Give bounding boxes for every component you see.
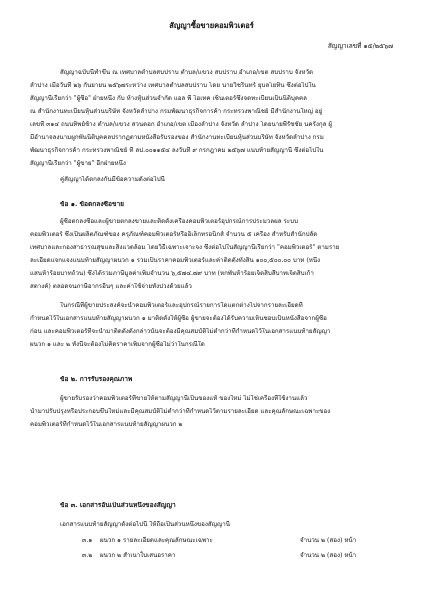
- attachment-label: ผนวก ๑ รายละเอียดและคุณลักษณะเฉพาะ: [100, 537, 213, 544]
- section1-line: คอมพิวเตอร์ ซึ่งเป็นผลิตภัณฑ์ของ ครุภัณฑ์คอมพิวเตอร์หรืออิเล็กทรอนิกส์ จำนวน ๕ เครื่อง สำหรับสำนักปลัด: [30, 231, 318, 238]
- section1-line: เทศบาลและกองสาธารณสุขและสิ่งแวดล้อม โดยวิธีเฉพาะเจาะจง ซึ่งต่อไปในสัญญานี้เรียกว่า "คอมพิวเตอร์" ตามราย: [30, 244, 340, 251]
- section3-intro: เอกสารแนบท้ายสัญญาดังต่อไปนี้ ให้ถือเป็นส่วนหนึ่งของสัญญานี้: [60, 521, 230, 528]
- preamble-line: สัญญาฉบับนี้ทำขึ้น ณ เทศบาลตำบลสบปราบ ตำบล/แขวง สบปราบ อำเภอ/เขต สบปราบ จังหวัด: [60, 69, 313, 76]
- preamble-line: มีอำนาจลงนามผูกพันนิติบุคคลปรากฏตามหนังสือรับรองของ สำนักงานทะเบียนหุ้นส่วนบริษัท จังหวัดลำปาง กรม: [30, 134, 324, 141]
- section1-line: สตางค์) ตลอดจนภาษีอากรอื่นๆ และค่าใช้จ่ายทั้งปวงด้วยแล้ว: [30, 283, 192, 290]
- section2-line: นำมาปรับปรุงหรือประกอบขึ้นใหม่และมีคุณสมบัติไม่ต่ำกว่าที่กำหนดไว้ตามรายละเอียด และคุณลักษณะเฉพาะของ: [30, 408, 331, 415]
- preamble-line: ลำปาง เมื่อวันที่ ๒๖ กันยายน ๒๕๖๗ระหว่าง เทศบาลตำบลสบปราบ โดย นายวิชรินทร์ ยุบลโยทิน ซึ่งต่อไปใน: [30, 82, 316, 89]
- section2-line: ผู้ขายรับรองว่าคอมพิวเตอร์ที่ขายให้ตามสัญญานี้เป็นของแท้ ของใหม่ ไม่ใช่เครื่องที่ใช้งานแล้ว: [60, 395, 308, 402]
- section1-line: ละเอียดแจกแจงแนบท้ายสัญญาผนวก ๑ รวมเป็นราคาคอมพิวเตอร์และค่าติดตั้งทั้งสิ้น ๑๐๐,๕๐๐.๐๐ บาท (หนึ่ง: [30, 257, 321, 264]
- section1-line: กำหนดไว้ในเอกสารแนบท้ายสัญญาผนวก ๑ มาติดตั้งให้ผู้ซื้อ ผู้ขายจะต้องได้รับความเห็นชอบเป็นหนังสือจากผู้ซื้อ: [30, 315, 327, 322]
- section-heading: ข้อ ๒. การรับรองคุณภาพ: [60, 376, 133, 383]
- preamble-line: เลขที่ ๓๑๔ ถนนทิพย์ช้าง ตำบล/แขวง สวนดอก อำเภอ/เขต เมืองลำปาง จังหวัด ลำปาง โดยนายพีรัชชัย นครังกุล ผู้: [30, 121, 333, 128]
- preamble-line: พัฒนาธุรกิจการค้า กระทรวงพาณิชย์ ที่ ลป.๐๐๑๑๕๔ ลงวันที่ ๙ กรกฎาคม ๒๕๖๗ แนบท้ายสัญญานี้ ซึ่งต่อไปใน: [30, 147, 324, 154]
- section1-line: แสนห้าร้อยบาทถ้วน) ซึ่งได้รวมภาษีมูลค่าเพิ่มจำนวน ๖,๕๗๔.๗๙ บาท (หกพันห้าร้อยเจ็ดสิบสี่บาทเจ็ดสิบเก้า: [30, 270, 314, 277]
- preamble-line: สัญญานี้เรียกว่า "ผู้ซื้อ" ฝ่ายหนึ่ง กับ ห้างหุ้นส่วนจำกัด แอล พี ไฮเทค เซ็นเตอร์ซึ่งจดทะเบียนเป็นนิติบุคคล: [30, 95, 307, 102]
- attachment-number: ๓.๑: [82, 537, 93, 544]
- attachment-number: ๓.๒: [82, 552, 93, 559]
- preamble-line: สัญญานี้เรียกว่า "ผู้ขาย" อีกฝ่ายหนึ่ง: [30, 160, 126, 167]
- section-heading: ข้อ ๓. เอกสารอันเป็นส่วนหนึ่งของสัญญา: [60, 502, 176, 509]
- contract-number: สัญญาเลขที่ ๑๕/๒๕๖๗: [327, 42, 393, 50]
- section1-line: ผนวก ๑ และ ๒ ทั้งนี้จะต้องไม่คิดราคาเพิ่มจากผู้ซื้อไม่ว่าในกรณีใด: [30, 341, 205, 348]
- attachment-page-count: จำนวน ๒ (สอง) หน้า: [300, 537, 357, 544]
- preamble-closing: คู่สัญญาได้ตกลงกันมีข้อความดังต่อไปนี้: [60, 176, 165, 183]
- attachment-page-count: จำนวน ๒ (สอง) หน้า: [300, 552, 357, 559]
- section1-line: ก่อน และคอมพิวเตอร์ที่จะนำมาติดตั้งดังกล่าวนั้นจะต้องมีคุณสมบัติไม่ต่ำกว่าที่กำหนดไว้ในเอกสารแนบท้ายสัญญา: [30, 328, 331, 335]
- attachment-label: ผนวก ๒ สำเนาใบเสนอราคา: [100, 552, 176, 559]
- document-title: สัญญาซื้อขายคอมพิวเตอร์: [169, 21, 254, 30]
- preamble-line: ณ สำนักงานทะเบียนหุ้นส่วนบริษัท จังหวัดลำปาง กรมพัฒนาธุรกิจการค้า กระทรวงพาณิชย์ มีสำนักงานใหญ่ อยู่: [30, 108, 323, 115]
- section1-line: ในกรณีที่ผู้ขายประสงค์จะนำคอมพิวเตอร์และอุปกรณ์รายการใดแตกต่างไปจากรายละเอียดที่: [60, 302, 303, 309]
- section2-line: คอมพิวเตอร์ที่กำหนดไว้ในเอกสารแนบท้ายสัญญาผนวก ๒: [30, 421, 183, 428]
- section-heading: ข้อ ๑. ข้อตกลงซื้อขาย: [60, 201, 125, 208]
- section1-line: ผู้ซื้อตกลงซื้อและผู้ขายตกลงขายและติดตั้งเครื่องคอมพิวเตอร์อุปกรณ์การประมวลผล ระบบ: [60, 218, 298, 225]
